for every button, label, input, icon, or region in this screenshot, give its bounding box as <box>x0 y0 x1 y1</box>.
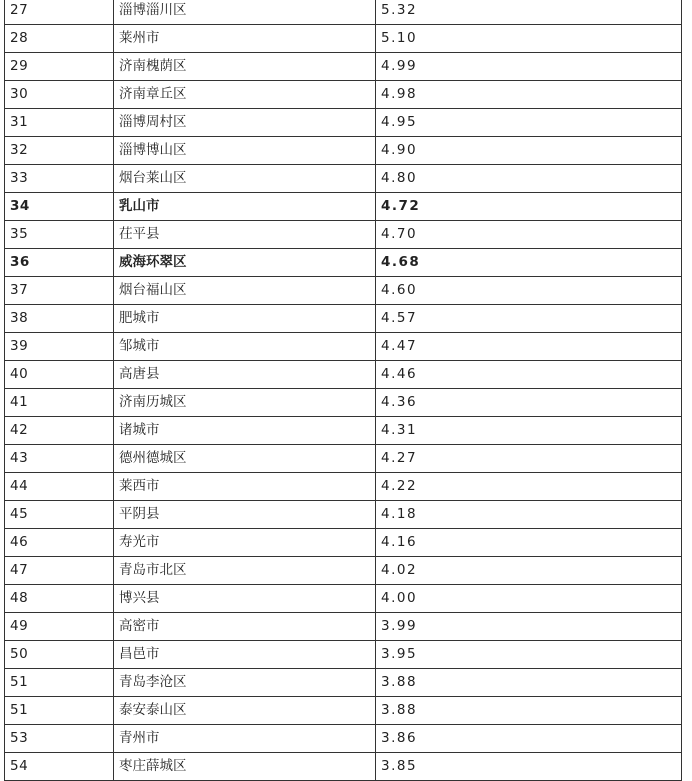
rank-cell: 30 <box>5 81 114 109</box>
table-row <box>5 529 682 557</box>
district-name-cell: 德州德城区 <box>114 445 376 473</box>
value-cell: 4.27 <box>376 445 682 473</box>
district-name-cell: 高唐县 <box>114 361 376 389</box>
district-name-cell: 烟台福山区 <box>114 277 376 305</box>
rank-cell: 49 <box>5 613 114 641</box>
table-row <box>5 473 682 501</box>
value-cell: 4.36 <box>376 389 682 417</box>
table-row <box>5 81 682 109</box>
table-row <box>5 109 682 137</box>
value-cell: 4.00 <box>376 585 682 613</box>
value-cell: 4.18 <box>376 501 682 529</box>
rank-cell: 41 <box>5 389 114 417</box>
district-name-cell: 烟台莱山区 <box>114 165 376 193</box>
rank-cell: 43 <box>5 445 114 473</box>
rank-cell: 40 <box>5 361 114 389</box>
rank-cell: 50 <box>5 641 114 669</box>
table-row <box>5 333 682 361</box>
table-row <box>5 25 682 53</box>
rank-cell: 42 <box>5 417 114 445</box>
value-cell: 4.68 <box>376 249 682 277</box>
district-name-cell: 青岛李沧区 <box>114 669 376 697</box>
value-cell: 3.95 <box>376 641 682 669</box>
table-row <box>5 697 682 725</box>
rank-cell: 39 <box>5 333 114 361</box>
district-name-cell: 济南章丘区 <box>114 81 376 109</box>
value-cell: 3.88 <box>376 669 682 697</box>
table-row <box>5 361 682 389</box>
district-name-cell: 淄博周村区 <box>114 109 376 137</box>
district-name-cell: 莱州市 <box>114 25 376 53</box>
district-name-cell: 莱西市 <box>114 473 376 501</box>
table-row <box>5 641 682 669</box>
table-row <box>5 585 682 613</box>
district-name-cell: 寿光市 <box>114 529 376 557</box>
rank-cell: 33 <box>5 165 114 193</box>
table-row <box>5 0 682 25</box>
table-row <box>5 417 682 445</box>
table-row <box>5 277 682 305</box>
table-row <box>5 557 682 585</box>
rank-cell: 35 <box>5 221 114 249</box>
table-row <box>5 305 682 333</box>
value-cell: 4.72 <box>376 193 682 221</box>
value-cell: 4.80 <box>376 165 682 193</box>
rank-cell: 47 <box>5 557 114 585</box>
rank-cell: 44 <box>5 473 114 501</box>
table-row <box>5 753 682 781</box>
value-cell: 3.86 <box>376 725 682 753</box>
rank-cell: 34 <box>5 193 114 221</box>
value-cell: 3.85 <box>376 753 682 781</box>
district-name-cell: 高密市 <box>114 613 376 641</box>
district-name-cell: 邹城市 <box>114 333 376 361</box>
value-cell: 4.99 <box>376 53 682 81</box>
district-name-cell: 青岛市北区 <box>114 557 376 585</box>
district-name-cell: 淄博博山区 <box>114 137 376 165</box>
rank-cell: 51 <box>5 697 114 725</box>
value-cell: 4.57 <box>376 305 682 333</box>
table-row <box>5 193 682 221</box>
rank-cell: 32 <box>5 137 114 165</box>
value-cell: 4.31 <box>376 417 682 445</box>
district-name-cell: 枣庄薛城区 <box>114 753 376 781</box>
value-cell: 4.90 <box>376 137 682 165</box>
district-name-cell: 威海环翠区 <box>114 249 376 277</box>
value-cell: 5.32 <box>376 0 682 25</box>
table-row <box>5 725 682 753</box>
district-name-cell: 济南历城区 <box>114 389 376 417</box>
district-name-cell: 诸城市 <box>114 417 376 445</box>
rank-cell: 37 <box>5 277 114 305</box>
district-name-cell: 博兴县 <box>114 585 376 613</box>
rank-cell: 28 <box>5 25 114 53</box>
district-name-cell: 平阴县 <box>114 501 376 529</box>
table-row <box>5 501 682 529</box>
district-name-cell: 乳山市 <box>114 193 376 221</box>
district-name-cell: 茌平县 <box>114 221 376 249</box>
value-cell: 4.60 <box>376 277 682 305</box>
table-row <box>5 669 682 697</box>
table-row <box>5 445 682 473</box>
rank-cell: 31 <box>5 109 114 137</box>
value-cell: 5.10 <box>376 25 682 53</box>
value-cell: 4.47 <box>376 333 682 361</box>
value-cell: 4.98 <box>376 81 682 109</box>
ranking-table <box>4 0 682 781</box>
value-cell: 3.99 <box>376 613 682 641</box>
district-name-cell: 肥城市 <box>114 305 376 333</box>
district-name-cell: 济南槐荫区 <box>114 53 376 81</box>
district-name-cell: 昌邑市 <box>114 641 376 669</box>
rank-cell: 27 <box>5 0 114 25</box>
value-cell: 4.70 <box>376 221 682 249</box>
table-row <box>5 613 682 641</box>
table-row <box>5 221 682 249</box>
value-cell: 4.16 <box>376 529 682 557</box>
rank-cell: 51 <box>5 669 114 697</box>
district-name-cell: 青州市 <box>114 725 376 753</box>
value-cell: 4.46 <box>376 361 682 389</box>
rank-cell: 45 <box>5 501 114 529</box>
district-name-cell: 淄博淄川区 <box>114 0 376 25</box>
rank-cell: 38 <box>5 305 114 333</box>
table-row <box>5 165 682 193</box>
table-row <box>5 389 682 417</box>
ranking-table-body <box>5 0 682 781</box>
rank-cell: 53 <box>5 725 114 753</box>
value-cell: 4.95 <box>376 109 682 137</box>
district-name-cell: 泰安泰山区 <box>114 697 376 725</box>
rank-cell: 29 <box>5 53 114 81</box>
table-row <box>5 137 682 165</box>
value-cell: 3.88 <box>376 697 682 725</box>
rank-cell: 46 <box>5 529 114 557</box>
table-row <box>5 53 682 81</box>
rank-cell: 48 <box>5 585 114 613</box>
table-row <box>5 249 682 277</box>
value-cell: 4.22 <box>376 473 682 501</box>
value-cell: 4.02 <box>376 557 682 585</box>
rank-cell: 36 <box>5 249 114 277</box>
rank-cell: 54 <box>5 753 114 781</box>
ranking-table-container <box>4 0 681 781</box>
